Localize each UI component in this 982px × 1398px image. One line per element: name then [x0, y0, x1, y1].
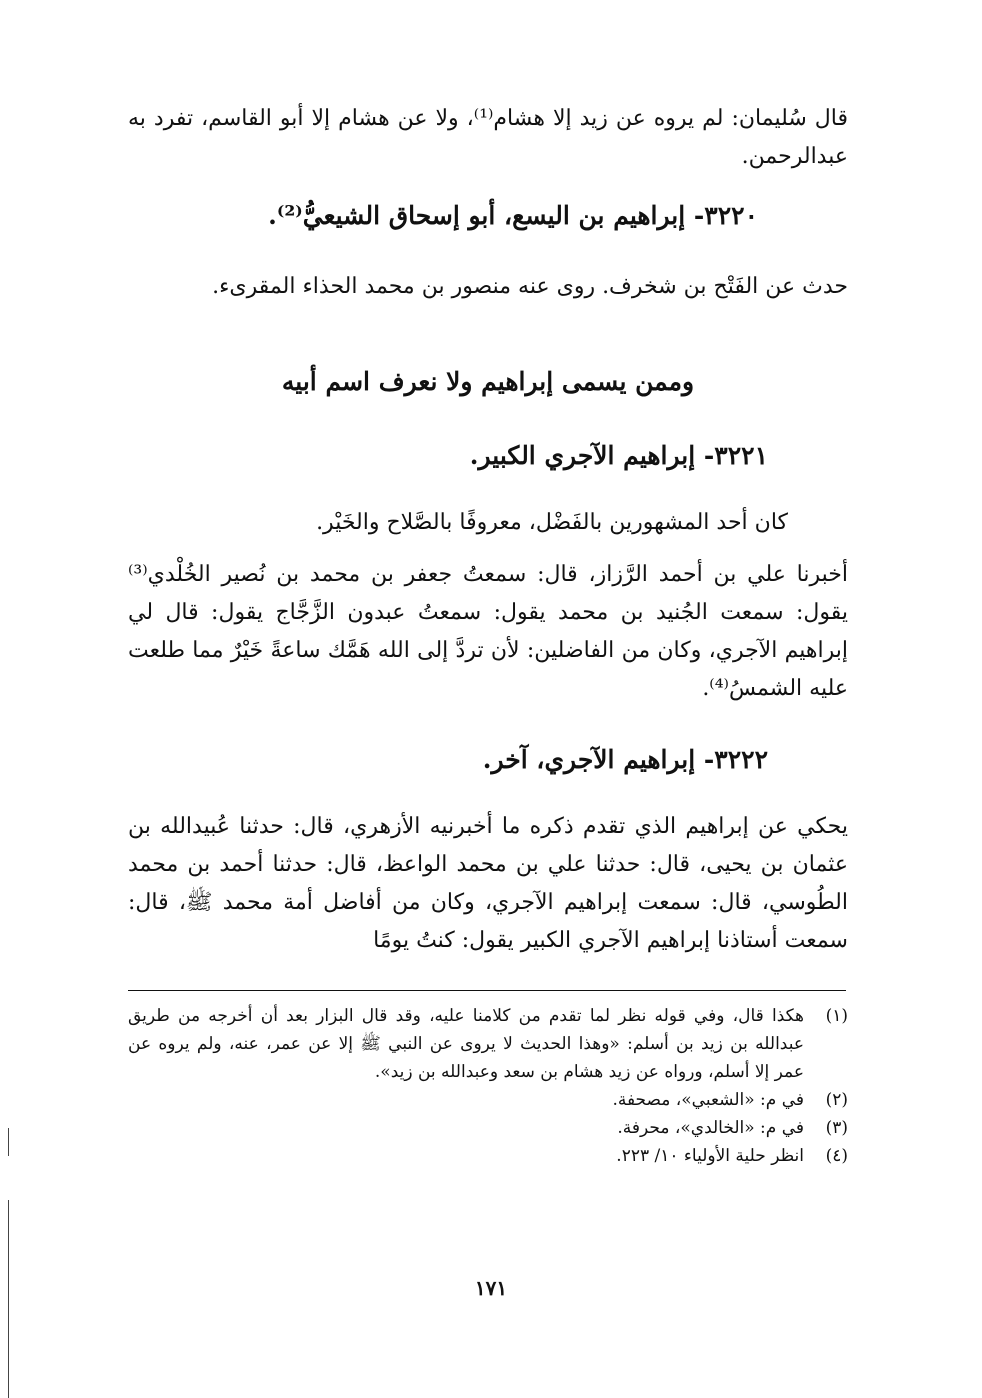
- footnote-1: [128, 1002, 848, 1086]
- paragraph-fath: حدث عن الفَتْح بن شخرف. روى عنه منصور بن محمد الحذاء المقرىء.: [212, 274, 848, 299]
- footnote-2: [128, 1086, 848, 1114]
- scan-edge-mark: [8, 1200, 9, 1398]
- footnote-number: (٣): [825, 1118, 848, 1138]
- paragraph-azhari: يحكي عن إبراهيم الذي تقدم ذكره ما أخبرنيه الأزهري، قال: حدثنا عُبيدالله بن عثمان بن يحيى، قال: حدثنا علي بن محمد الواعظ، قال: حدثنا أحمد بن محمد الطُوسي، قال: سمعت إبراهيم الآجري، وكان من أفاضل أمة محمد ﷺ، قال: سمعت أستاذنا إبراهيم الآجري الكبير يقول: كنتُ يومًا: [128, 814, 848, 953]
- scan-edge-mark: [8, 1128, 9, 1156]
- footnote-number: (١): [825, 1006, 848, 1026]
- section-heading: وممن يسمى إبراهيم ولا نعرف اسم أبيه: [281, 367, 695, 396]
- paragraph-isnad-ajurri: أخبرنا علي بن أحمد الرَّزاز، قال: سمعتُ جعفر بن محمد بن نُصير الخُلْدي⁽³⁾ يقول: سمعت الجُنيد بن محمد يقول: سمعتُ عبدون الزَّجَّاج يقول: قال لي إبراهيم الآجري، وكان من الفاضلين: لأن تردَّ إلى الله هَمَّك ساعةً خَيْرٌ مما طلعت عليه الشمسُ⁽⁴⁾.: [128, 562, 848, 701]
- footnotes: [128, 1002, 848, 1170]
- footnote-separator: [128, 990, 846, 991]
- footnote-text: في م: «الخالدي»، محرفة.: [617, 1118, 804, 1138]
- footnote-4: [128, 1142, 848, 1170]
- entry-heading-3222: ٣٢٢٢- إبراهيم الآجري، آخر.: [482, 745, 768, 774]
- footnote-text: هكذا قال، وفي قوله نظر لما تقدم من كلامنا عليه، وقد قال البزار بعد أن أخرجه من طريق عبدالله بن زيد بن أسلم: «وهذا الحديث لا يروى عن النبي ﷺ إلا عن عمر، عنه، ولم يروه عن عمر إلا أسلم، ورواه عن زيد هشام بن سعد وعبدالله بن زيد».: [128, 1006, 804, 1082]
- footnote-number: (٢): [825, 1090, 848, 1110]
- paragraph-sulayman: قال سُليمان: لم يروه عن زيد إلا هشام⁽¹⁾، ولا عن هشام إلا أبو القاسم، تفرد به عبدالرحمن.: [128, 106, 849, 169]
- paragraph-description: كان أحد المشهورين بالفَضْل، معروفًا بالصَّلاح والخَيْر.: [316, 510, 788, 535]
- entry-heading-3221: ٣٢٢١- إبراهيم الآجري الكبير.: [469, 441, 768, 470]
- footnote-text: في م: «الشعبي»، مصحفة.: [612, 1090, 804, 1110]
- page-number: ١٧١: [474, 1276, 508, 1300]
- footnote-text: انظر حلية الأولياء ١٠/ ٢٢٣.: [616, 1146, 804, 1166]
- footnote-number: (٤): [825, 1146, 848, 1166]
- footnote-3: [128, 1114, 848, 1142]
- entry-heading-3220: ٣٢٢٠- إبراهيم بن اليسع، أبو إسحاق الشيعيُّ⁽²⁾.: [268, 201, 758, 230]
